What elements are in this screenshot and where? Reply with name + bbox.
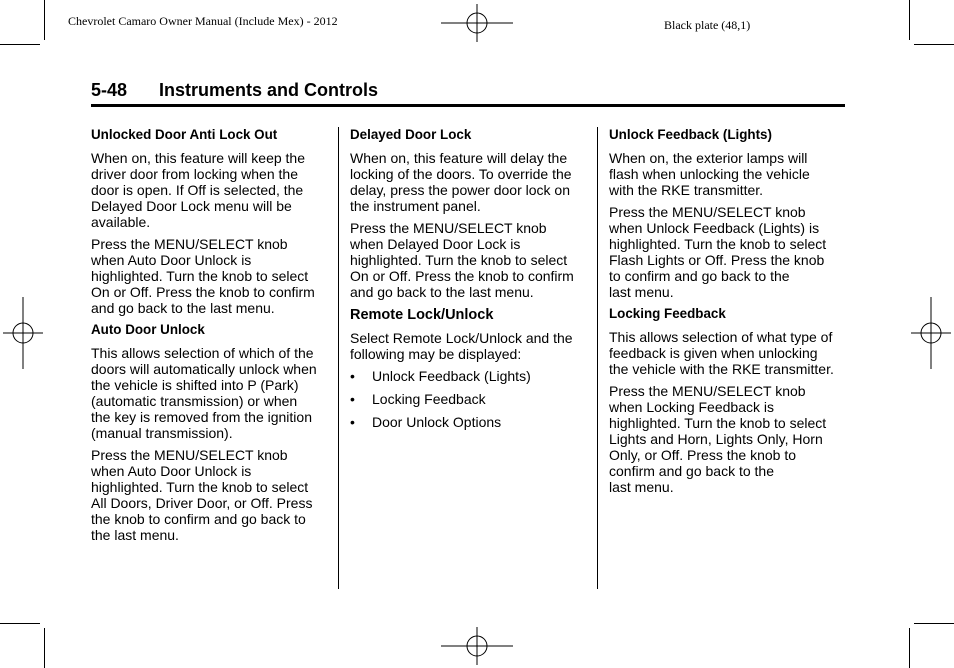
text-line: When on, this feature will keep the <box>91 150 306 166</box>
bullet-text: Locking Feedback <box>372 391 486 407</box>
text-line: (manual transmission). <box>91 425 233 441</box>
text-column-1 <box>91 127 329 549</box>
text-line: This allows selection of which of the <box>91 345 314 361</box>
text-line: Press the MENU/SELECT knob <box>609 383 806 399</box>
text-line: following may be displayed: <box>350 346 522 362</box>
paragraph <box>91 345 329 441</box>
text-line: Delayed Door Lock menu will be <box>91 198 292 214</box>
paragraph <box>350 330 588 362</box>
paragraph <box>91 150 329 230</box>
bullet-icon: • <box>350 391 355 407</box>
text-line: feedback is given when unlocking <box>609 345 818 361</box>
paragraph <box>609 204 847 300</box>
text-line: All Doors, Driver Door, or Off. Press <box>91 495 313 511</box>
text-line: delay, press the power door lock on <box>350 182 570 198</box>
registration-mark-right <box>911 297 951 369</box>
crop-mark <box>914 44 954 45</box>
crop-mark <box>914 623 954 624</box>
section-subheading: Remote Lock/Unlock <box>350 307 494 323</box>
text-line: when Unlock Feedback (Lights) is <box>609 220 820 236</box>
bullet-icon: • <box>350 414 355 430</box>
text-column-2 <box>350 127 588 437</box>
topic-heading: Locking Feedback <box>609 306 726 321</box>
text-line: locking of the doors. To override the <box>350 166 572 182</box>
crop-mark <box>44 628 45 668</box>
crop-mark <box>0 44 40 45</box>
text-line: This allows selection of what type of <box>609 329 833 345</box>
column-divider <box>597 127 598 589</box>
topic-heading: Unlock Feedback (Lights) <box>609 127 772 142</box>
text-line: last menu. <box>609 284 674 300</box>
paragraph <box>609 383 847 495</box>
text-line: On or Off. Press the knob to confirm <box>91 284 315 300</box>
text-line: (automatic transmission) or when <box>91 393 298 409</box>
text-line: the key is removed from the ignition <box>91 409 312 425</box>
text-line: and go back to the last menu. <box>91 300 275 316</box>
registration-mark-bottom <box>441 627 513 665</box>
text-line: when Auto Door Unlock is <box>91 252 252 268</box>
text-line: the last menu. <box>91 527 179 543</box>
text-line: the knob to confirm and go back to <box>91 511 306 527</box>
crop-mark <box>909 628 910 668</box>
text-line: highlighted. Turn the knob to select <box>609 415 827 431</box>
text-line: Only, or Off. Press the knob to <box>609 447 797 463</box>
paragraph <box>350 220 588 300</box>
text-line: door is open. If Off is selected, the <box>91 182 304 198</box>
paragraph <box>91 236 329 316</box>
paragraph <box>350 150 588 214</box>
bullet-item <box>350 414 588 430</box>
bullet-item <box>350 368 588 384</box>
text-line: available. <box>91 214 151 230</box>
text-column-3 <box>609 127 847 501</box>
text-line: Press the MENU/SELECT knob <box>91 447 288 463</box>
text-line: confirm and go back to the <box>609 463 774 479</box>
section-title: Instruments and Controls <box>159 80 379 100</box>
paragraph <box>609 150 847 198</box>
text-line: the vehicle is shifted into P (Park) <box>91 377 299 393</box>
text-line: On or Off. Press the knob to confirm <box>350 268 574 284</box>
bullet-item <box>350 391 588 407</box>
bullet-list <box>350 368 588 430</box>
bullet-text: Door Unlock Options <box>372 414 502 430</box>
text-line: the vehicle with the RKE transmitter. <box>609 361 834 377</box>
text-line: last menu. <box>609 479 674 495</box>
text-line: highlighted. Turn the knob to select <box>609 236 827 252</box>
text-line: doors will automatically unlock when <box>91 361 317 377</box>
text-line: when Auto Door Unlock is <box>91 463 252 479</box>
text-line: and go back to the last menu. <box>350 284 534 300</box>
topic-heading: Auto Door Unlock <box>91 322 205 337</box>
text-line: with the RKE transmitter. <box>609 182 764 198</box>
text-line: when Delayed Door Lock is <box>350 236 521 252</box>
crop-mark <box>0 623 40 624</box>
plate-label: Black plate (48,1) <box>664 18 751 32</box>
text-line: highlighted. Turn the knob to select <box>91 268 309 284</box>
topic-heading: Unlocked Door Anti Lock Out <box>91 127 278 142</box>
paragraph <box>609 329 847 377</box>
text-line: when Locking Feedback is <box>609 399 774 415</box>
section-header <box>91 79 845 107</box>
registration-mark-left <box>3 297 43 369</box>
paragraph <box>91 447 329 543</box>
text-line: Select Remote Lock/Unlock and the <box>350 330 573 346</box>
bullet-icon: • <box>350 368 355 384</box>
text-line: When on, the exterior lamps will <box>609 150 808 166</box>
text-line: When on, this feature will delay the <box>350 150 568 166</box>
text-line: Lights and Horn, Lights Only, Horn <box>609 431 823 447</box>
text-line: Flash Lights or Off. Press the knob <box>609 252 825 268</box>
text-line: Press the MENU/SELECT knob <box>350 220 547 236</box>
text-line: highlighted. Turn the knob to select <box>91 479 309 495</box>
column-divider <box>338 127 339 589</box>
text-line: flash when unlocking the vehicle <box>609 166 810 182</box>
text-line: to confirm and go back to the <box>609 268 790 284</box>
bullet-text: Unlock Feedback (Lights) <box>372 368 531 384</box>
registration-mark-top <box>441 4 513 42</box>
topic-heading: Delayed Door Lock <box>350 127 472 142</box>
crop-mark <box>44 0 45 40</box>
crop-mark <box>909 0 910 40</box>
text-line: Press the MENU/SELECT knob <box>91 236 288 252</box>
text-line: driver door from locking when the <box>91 166 298 182</box>
manual-title: Chevrolet Camaro Owner Manual (Include Mex) - 2012 <box>68 14 338 28</box>
text-line: the instrument panel. <box>350 198 481 214</box>
page-number: 5-48 <box>91 80 128 100</box>
text-line: Press the MENU/SELECT knob <box>609 204 806 220</box>
text-line: highlighted. Turn the knob to select <box>350 252 568 268</box>
